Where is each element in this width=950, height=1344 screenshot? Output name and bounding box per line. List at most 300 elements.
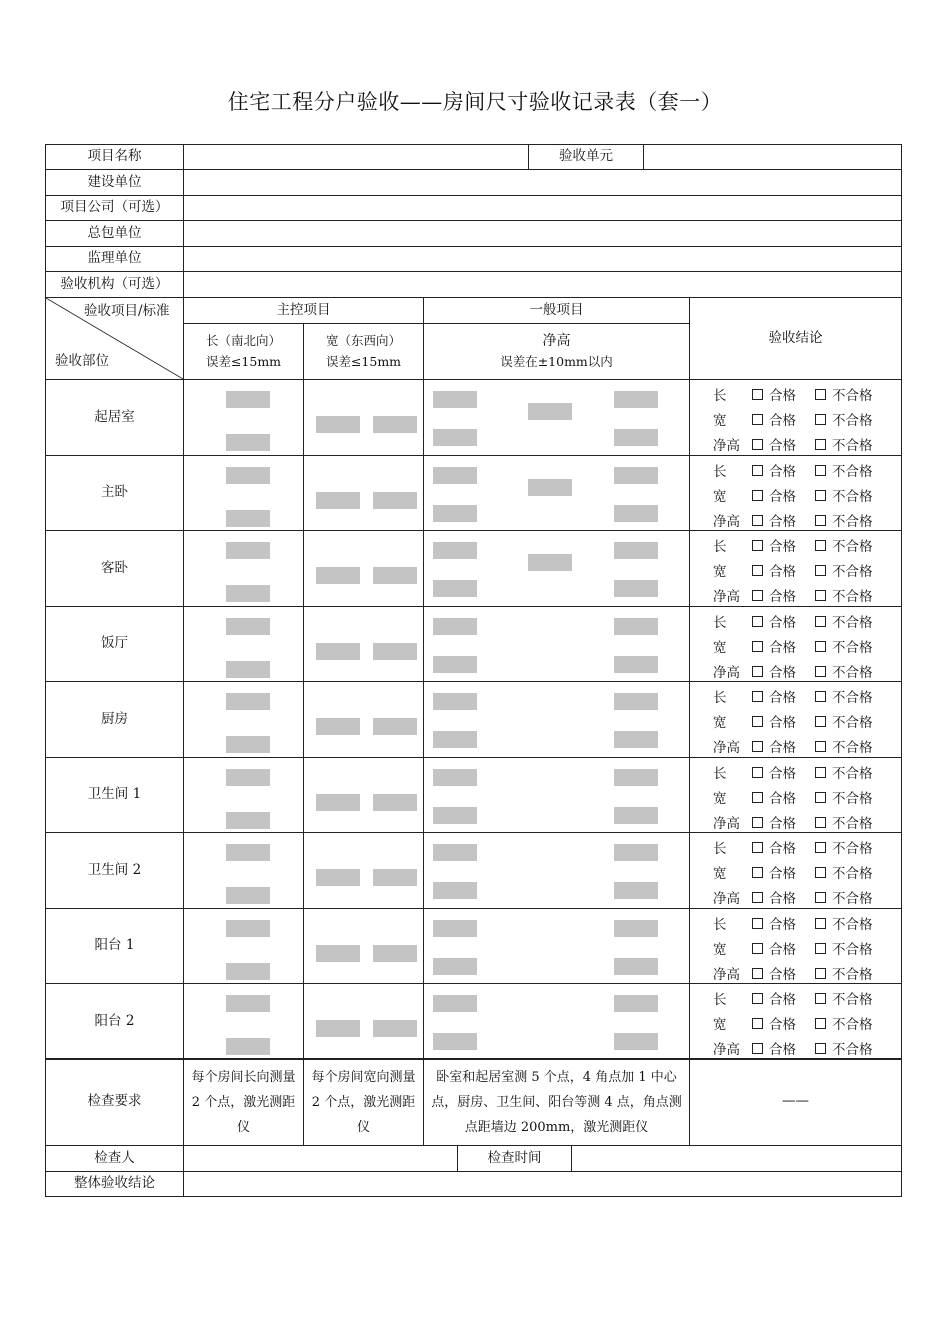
check-label-width: 宽 (713, 791, 727, 807)
measurement-point[interactable] (614, 844, 658, 861)
pass-checkbox[interactable] (752, 691, 763, 702)
pass-checkbox[interactable] (752, 993, 763, 1004)
fail-checkbox[interactable] (815, 993, 826, 1004)
measurement-point[interactable] (226, 618, 270, 635)
measurement-point[interactable] (433, 542, 477, 559)
fail-option[interactable] (803, 938, 873, 958)
measurement-point[interactable] (316, 869, 360, 886)
pass-option[interactable] (740, 963, 796, 983)
fail-option[interactable] (803, 384, 873, 404)
fail-label: 不合格 (832, 489, 873, 505)
measurement-point[interactable] (226, 920, 270, 937)
pass-label: 合格 (769, 740, 796, 756)
room-name: 阳台 2 (45, 983, 184, 1060)
measurement-point[interactable] (373, 1020, 417, 1037)
pass-label: 合格 (769, 1042, 796, 1058)
length-header (183, 323, 304, 380)
check-label-length: 长 (713, 766, 727, 782)
fail-label: 不合格 (832, 388, 873, 404)
measurement-point[interactable] (614, 995, 658, 1012)
measurement-point[interactable] (614, 693, 658, 710)
pass-label: 合格 (769, 514, 796, 530)
fail-option[interactable] (803, 535, 873, 555)
pass-option[interactable] (740, 434, 796, 454)
pass-option[interactable] (740, 585, 796, 605)
measurement-point[interactable] (373, 567, 417, 584)
fail-option[interactable] (803, 812, 873, 832)
fail-option[interactable] (803, 711, 873, 731)
measurement-point[interactable] (316, 416, 360, 433)
measurement-point[interactable] (614, 505, 658, 522)
measurement-point[interactable] (433, 467, 477, 484)
measurement-point[interactable] (373, 945, 417, 962)
measurement-point[interactable] (433, 1033, 477, 1050)
pass-label: 合格 (769, 690, 796, 706)
unit-field[interactable] (643, 144, 902, 170)
measurement-point[interactable] (614, 580, 658, 597)
check-label-height: 净高 (713, 740, 740, 756)
fail-checkbox[interactable] (815, 389, 826, 400)
pass-checkbox[interactable] (752, 490, 763, 501)
length-tolerance: 误差≤15mm (205, 353, 282, 369)
check-label-length: 长 (713, 841, 727, 857)
check-label-length: 长 (713, 615, 727, 631)
fail-checkbox[interactable] (815, 540, 826, 551)
pass-option[interactable] (740, 787, 796, 807)
pass-option[interactable] (740, 1038, 796, 1058)
fail-checkbox[interactable] (815, 767, 826, 778)
fail-label: 不合格 (832, 942, 873, 958)
measurement-point[interactable] (433, 391, 477, 408)
pass-label: 合格 (769, 564, 796, 580)
measurement-point[interactable] (373, 643, 417, 660)
measurement-point[interactable] (528, 479, 572, 496)
measurement-point[interactable] (226, 1038, 270, 1055)
fail-option[interactable] (803, 409, 873, 429)
measurement-point[interactable] (226, 995, 270, 1012)
fail-checkbox[interactable] (815, 691, 826, 702)
measurement-point[interactable] (433, 958, 477, 975)
measurement-point[interactable] (316, 492, 360, 509)
pass-checkbox[interactable] (752, 918, 763, 929)
pass-option[interactable] (740, 913, 796, 933)
measurement-point[interactable] (373, 869, 417, 886)
fail-checkbox[interactable] (815, 943, 826, 954)
fail-option[interactable] (803, 913, 873, 933)
measurement-point[interactable] (433, 995, 477, 1012)
fail-checkbox[interactable] (815, 414, 826, 425)
pass-label: 合格 (769, 967, 796, 983)
measurement-point[interactable] (226, 434, 270, 451)
fail-checkbox[interactable] (815, 641, 826, 652)
pass-checkbox[interactable] (752, 817, 763, 828)
fail-label: 不合格 (832, 891, 873, 907)
measurement-point[interactable] (433, 807, 477, 824)
room-name: 主卧 (45, 455, 184, 531)
fail-checkbox[interactable] (815, 465, 826, 476)
height-label: 净高 (542, 333, 571, 350)
fail-option[interactable] (803, 460, 873, 480)
fail-option[interactable] (803, 485, 873, 505)
measurement-point[interactable] (316, 945, 360, 962)
measurement-point[interactable] (614, 429, 658, 446)
measurement-point[interactable] (433, 882, 477, 899)
fail-checkbox[interactable] (815, 817, 826, 828)
check-label-length: 长 (713, 464, 727, 480)
pass-label: 合格 (769, 1017, 796, 1033)
measurement-point[interactable] (226, 812, 270, 829)
measurement-point[interactable] (316, 718, 360, 735)
measurement-point[interactable] (433, 656, 477, 673)
check-label-height: 净高 (713, 816, 740, 832)
pass-label: 合格 (769, 791, 796, 807)
measurement-point[interactable] (433, 580, 477, 597)
requirements-conclusion: —— (689, 1058, 902, 1146)
pass-label: 合格 (769, 816, 796, 832)
height-tolerance: 误差在±10mm以内 (500, 354, 613, 370)
pass-label: 合格 (769, 866, 796, 882)
check-label-width: 宽 (713, 715, 727, 731)
check-label-height: 净高 (713, 514, 740, 530)
measurement-point[interactable] (433, 769, 477, 786)
measurement-point[interactable] (614, 769, 658, 786)
measurement-point[interactable] (373, 794, 417, 811)
pass-option[interactable] (740, 837, 796, 857)
room-name: 卫生间 2 (45, 832, 184, 909)
fail-label: 不合格 (832, 866, 873, 882)
fail-option[interactable] (803, 787, 873, 807)
fail-checkbox[interactable] (815, 515, 826, 526)
fail-checkbox[interactable] (815, 792, 826, 803)
pass-checkbox[interactable] (752, 515, 763, 526)
label-builder: 建设单位 (45, 169, 184, 196)
measurement-point[interactable] (226, 963, 270, 980)
project-name-field[interactable] (183, 144, 529, 170)
pass-option[interactable] (740, 812, 796, 832)
fail-label: 不合格 (832, 967, 873, 983)
conclusion-header: 验收结论 (689, 297, 902, 380)
check-label-length: 长 (713, 690, 727, 706)
fail-option[interactable] (803, 636, 873, 656)
measurement-point[interactable] (373, 416, 417, 433)
pass-label: 合格 (769, 992, 796, 1008)
label-project-company: 项目公司（可选） (45, 195, 184, 221)
fail-checkbox[interactable] (815, 842, 826, 853)
pass-checkbox[interactable] (752, 590, 763, 601)
measurement-point[interactable] (373, 718, 417, 735)
check-label-width: 宽 (713, 942, 727, 958)
fail-label: 不合格 (832, 413, 873, 429)
measurement-point[interactable] (226, 661, 270, 678)
pass-label: 合格 (769, 715, 796, 731)
pass-label: 合格 (769, 891, 796, 907)
measurement-point[interactable] (433, 731, 477, 748)
fail-option[interactable] (803, 686, 873, 706)
inspect-time-label: 检查时间 (457, 1145, 572, 1172)
fail-label: 不合格 (832, 1042, 873, 1058)
measurement-point[interactable] (433, 429, 477, 446)
pass-option[interactable] (740, 1013, 796, 1033)
measurement-point[interactable] (433, 618, 477, 635)
check-label-height: 净高 (713, 665, 740, 681)
requirements-height: 卧室和起居室测 5 个点，4 角点加 1 中心点，厨房、卫生间、阳台等测 4 点，角点测点距墙边 200mm，激光测距仪 (423, 1058, 690, 1146)
fail-checkbox[interactable] (815, 1043, 826, 1054)
pass-option[interactable] (740, 762, 796, 782)
measurement-point[interactable] (226, 844, 270, 861)
measurement-point[interactable] (433, 693, 477, 710)
requirements-length: 每个房间长向测量 2 个点，激光测距仪 (183, 1058, 304, 1146)
check-label-width: 宽 (713, 1017, 727, 1033)
pass-label: 合格 (769, 917, 796, 933)
fail-option[interactable] (803, 988, 873, 1008)
pass-label: 合格 (769, 413, 796, 429)
inspector-label: 检查人 (45, 1145, 184, 1172)
pass-checkbox[interactable] (752, 414, 763, 425)
pass-option[interactable] (740, 661, 796, 681)
measurement-point[interactable] (614, 882, 658, 899)
pass-checkbox[interactable] (752, 792, 763, 803)
pass-checkbox[interactable] (752, 968, 763, 979)
fail-checkbox[interactable] (815, 616, 826, 627)
general-contractor-field[interactable] (183, 220, 902, 247)
measurement-point[interactable] (226, 585, 270, 602)
inspector-field[interactable] (183, 1145, 458, 1172)
room-name: 饭厅 (45, 606, 184, 682)
measurement-point[interactable] (614, 807, 658, 824)
pass-checkbox[interactable] (752, 465, 763, 476)
diagonal-header-cell (45, 297, 184, 380)
measurement-point[interactable] (614, 542, 658, 559)
overall-label: 整体验收结论 (45, 1171, 184, 1197)
pass-checkbox[interactable] (752, 1018, 763, 1029)
pass-checkbox[interactable] (752, 716, 763, 727)
fail-option[interactable] (803, 1013, 873, 1033)
measurement-point[interactable] (316, 643, 360, 660)
pass-checkbox[interactable] (752, 565, 763, 576)
measurement-point[interactable] (614, 731, 658, 748)
fail-option[interactable] (803, 963, 873, 983)
pass-checkbox[interactable] (752, 741, 763, 752)
diag-bottom-label: 验收部位 (55, 353, 109, 369)
measurement-point[interactable] (316, 567, 360, 584)
pass-option[interactable] (740, 409, 796, 429)
pass-checkbox[interactable] (752, 867, 763, 878)
pass-label: 合格 (769, 589, 796, 605)
fail-checkbox[interactable] (815, 716, 826, 727)
fail-label: 不合格 (832, 589, 873, 605)
check-label-width: 宽 (713, 489, 727, 505)
measurement-point[interactable] (614, 1033, 658, 1050)
fail-checkbox[interactable] (815, 590, 826, 601)
check-label-height: 净高 (713, 438, 740, 454)
measurement-point[interactable] (614, 467, 658, 484)
measurement-point[interactable] (226, 467, 270, 484)
fail-label: 不合格 (832, 766, 873, 782)
measurement-point[interactable] (226, 510, 270, 527)
fail-checkbox[interactable] (815, 666, 826, 677)
measurement-point[interactable] (433, 505, 477, 522)
pass-option[interactable] (740, 460, 796, 480)
fail-label: 不合格 (832, 841, 873, 857)
measurement-point[interactable] (433, 844, 477, 861)
pass-option[interactable] (740, 535, 796, 555)
pass-checkbox[interactable] (752, 616, 763, 627)
fail-label: 不合格 (832, 615, 873, 631)
measurement-point[interactable] (226, 769, 270, 786)
pass-label: 合格 (769, 615, 796, 631)
pass-label: 合格 (769, 766, 796, 782)
project-company-field[interactable] (183, 195, 902, 221)
pass-option[interactable] (740, 611, 796, 631)
fail-label: 不合格 (832, 665, 873, 681)
pass-checkbox[interactable] (752, 666, 763, 677)
pass-option[interactable] (740, 711, 796, 731)
fail-label: 不合格 (832, 690, 873, 706)
measurement-point[interactable] (226, 391, 270, 408)
check-label-height: 净高 (713, 967, 740, 983)
pass-label: 合格 (769, 388, 796, 404)
measurement-point[interactable] (226, 542, 270, 559)
fail-option[interactable] (803, 837, 873, 857)
fail-option[interactable] (803, 736, 873, 756)
label-agency: 验收机构（可选） (45, 271, 184, 298)
measurement-point[interactable] (614, 391, 658, 408)
measurement-point[interactable] (226, 693, 270, 710)
fail-label: 不合格 (832, 1017, 873, 1033)
fail-option[interactable] (803, 434, 873, 454)
pass-option[interactable] (740, 988, 796, 1008)
requirements-width: 每个房间宽向测量 2 个点，激光测距仪 (303, 1058, 424, 1146)
measurement-point[interactable] (226, 736, 270, 753)
pass-option[interactable] (740, 938, 796, 958)
fail-option[interactable] (803, 661, 873, 681)
pass-option[interactable] (740, 887, 796, 907)
pass-option[interactable] (740, 686, 796, 706)
pass-checkbox[interactable] (752, 540, 763, 551)
fail-checkbox[interactable] (815, 968, 826, 979)
measurement-point[interactable] (614, 656, 658, 673)
supervisor-field[interactable] (183, 246, 902, 272)
check-label-length: 长 (713, 917, 727, 933)
width-label: 宽（东西向） (325, 333, 401, 349)
check-label-width: 宽 (713, 564, 727, 580)
fail-label: 不合格 (832, 438, 873, 454)
pass-option[interactable] (740, 736, 796, 756)
measurement-point[interactable] (614, 958, 658, 975)
check-label-height: 净高 (713, 1042, 740, 1058)
room-name: 起居室 (45, 379, 184, 456)
agency-field[interactable] (183, 271, 902, 298)
inspect-time-field[interactable] (571, 1145, 902, 1172)
fail-checkbox[interactable] (815, 490, 826, 501)
label-supervisor: 监理单位 (45, 246, 184, 272)
pass-checkbox[interactable] (752, 943, 763, 954)
fail-checkbox[interactable] (815, 439, 826, 450)
fail-label: 不合格 (832, 514, 873, 530)
pass-label: 合格 (769, 464, 796, 480)
fail-checkbox[interactable] (815, 867, 826, 878)
pass-option[interactable] (740, 862, 796, 882)
measurement-point[interactable] (316, 1020, 360, 1037)
height-header (423, 323, 690, 380)
check-label-height: 净高 (713, 891, 740, 907)
measurement-point[interactable] (614, 920, 658, 937)
pass-option[interactable] (740, 560, 796, 580)
pass-option[interactable] (740, 510, 796, 530)
pass-checkbox[interactable] (752, 389, 763, 400)
measurement-point[interactable] (528, 403, 572, 420)
room-name: 厨房 (45, 681, 184, 758)
fail-label: 不合格 (832, 715, 873, 731)
overall-field[interactable] (183, 1171, 902, 1197)
pass-label: 合格 (769, 539, 796, 555)
check-label-width: 宽 (713, 413, 727, 429)
diag-top-label: 验收项目/标准 (84, 303, 170, 319)
fail-label: 不合格 (832, 564, 873, 580)
check-label-width: 宽 (713, 640, 727, 656)
fail-label: 不合格 (832, 740, 873, 756)
pass-checkbox[interactable] (752, 1043, 763, 1054)
fail-checkbox[interactable] (815, 565, 826, 576)
fail-label: 不合格 (832, 640, 873, 656)
fail-checkbox[interactable] (815, 741, 826, 752)
length-label: 长（南北向） (205, 333, 281, 349)
pass-option[interactable] (740, 384, 796, 404)
measurement-point[interactable] (433, 920, 477, 937)
check-label-length: 长 (713, 539, 727, 555)
fail-option[interactable] (803, 510, 873, 530)
pass-checkbox[interactable] (752, 842, 763, 853)
pass-label: 合格 (769, 438, 796, 454)
fail-option[interactable] (803, 887, 873, 907)
label-unit: 验收单元 (528, 144, 644, 170)
builder-field[interactable] (183, 169, 902, 196)
pass-option[interactable] (740, 485, 796, 505)
fail-checkbox[interactable] (815, 892, 826, 903)
fail-option[interactable] (803, 1038, 873, 1058)
pass-checkbox[interactable] (752, 767, 763, 778)
pass-label: 合格 (769, 489, 796, 505)
width-tolerance: 误差≤15mm (325, 353, 402, 369)
fail-checkbox[interactable] (815, 1018, 826, 1029)
fail-option[interactable] (803, 611, 873, 631)
fail-option[interactable] (803, 762, 873, 782)
check-label-width: 宽 (713, 866, 727, 882)
pass-checkbox[interactable] (752, 641, 763, 652)
fail-checkbox[interactable] (815, 918, 826, 929)
fail-label: 不合格 (832, 791, 873, 807)
measurement-point[interactable] (316, 794, 360, 811)
measurement-point[interactable] (528, 554, 572, 571)
pass-label: 合格 (769, 665, 796, 681)
fail-label: 不合格 (832, 539, 873, 555)
fail-option[interactable] (803, 560, 873, 580)
general-items-header: 一般项目 (423, 297, 690, 324)
measurement-point[interactable] (614, 618, 658, 635)
label-project-name: 项目名称 (45, 144, 184, 170)
fail-option[interactable] (803, 862, 873, 882)
fail-label: 不合格 (832, 992, 873, 1008)
check-label-length: 长 (713, 388, 727, 404)
pass-checkbox[interactable] (752, 892, 763, 903)
pass-label: 合格 (769, 640, 796, 656)
pass-option[interactable] (740, 636, 796, 656)
fail-option[interactable] (803, 585, 873, 605)
pass-checkbox[interactable] (752, 439, 763, 450)
measurement-point[interactable] (373, 492, 417, 509)
width-header (303, 323, 424, 380)
measurement-point[interactable] (226, 887, 270, 904)
